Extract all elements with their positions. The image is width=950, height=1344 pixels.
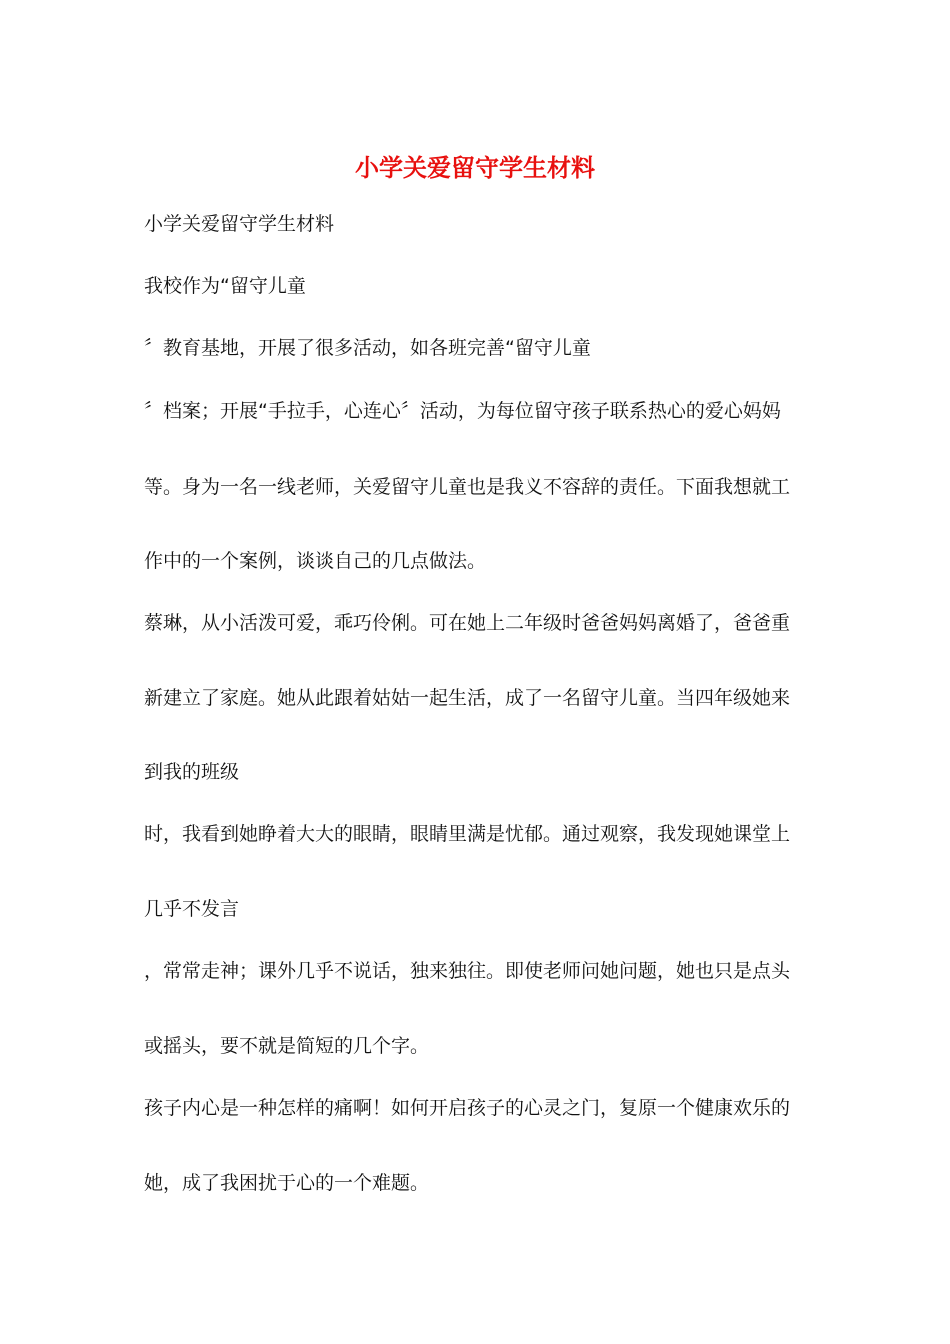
body-line-2: 我校作为“留守儿童 [144, 275, 306, 297]
body-line-8: 新建立了家庭。她从此跟着姑姑一起生活，成了一名留守儿童。当四年级她来 [144, 687, 791, 709]
body-line-6: 作中的一个案例，谈谈自己的几点做法。 [144, 550, 487, 572]
body-line-11: 几乎不发言 [144, 898, 240, 920]
body-line-5: 等。身为一名一线老师，关爱留守儿童也是我义不容辞的责任。下面我想就工 [144, 476, 791, 498]
body-line-7: 蔡琳，从小活泼可爱，乖巧伶俐。可在她上二年级时爸爸妈妈离婚了，爸爸重 [144, 612, 791, 634]
body-line-15: 她，成了我困扰于心的一个难题。 [144, 1172, 430, 1194]
body-line-1: 小学关爱留守学生材料 [144, 213, 335, 235]
body-line-3: 〞教育基地，开展了很多活动，如各班完善“留守儿童 [144, 337, 591, 359]
body-line-13: 或摇头，要不就是简短的几个字。 [144, 1035, 430, 1057]
body-line-14: 孩子内心是一种怎样的痛啊！如何开启孩子的心灵之门，复原一个健康欢乐的 [144, 1097, 791, 1119]
body-line-12: ，常常走神；课外几乎不说话，独来独往。即使老师问她问题，她也只是点头 [144, 960, 791, 982]
body-line-4: 〞档案；开展“手拉手，心连心〞活动，为每位留守孩子联系热心的爱心妈妈 [144, 400, 781, 422]
body-line-9: 到我的班级 [144, 761, 240, 783]
body-line-10: 时，我看到她睁着大大的眼睛，眼睛里满是忧郁。通过观察，我发现她课堂上 [144, 823, 791, 845]
document-title: 小学关爱留守学生材料 [355, 153, 595, 182]
